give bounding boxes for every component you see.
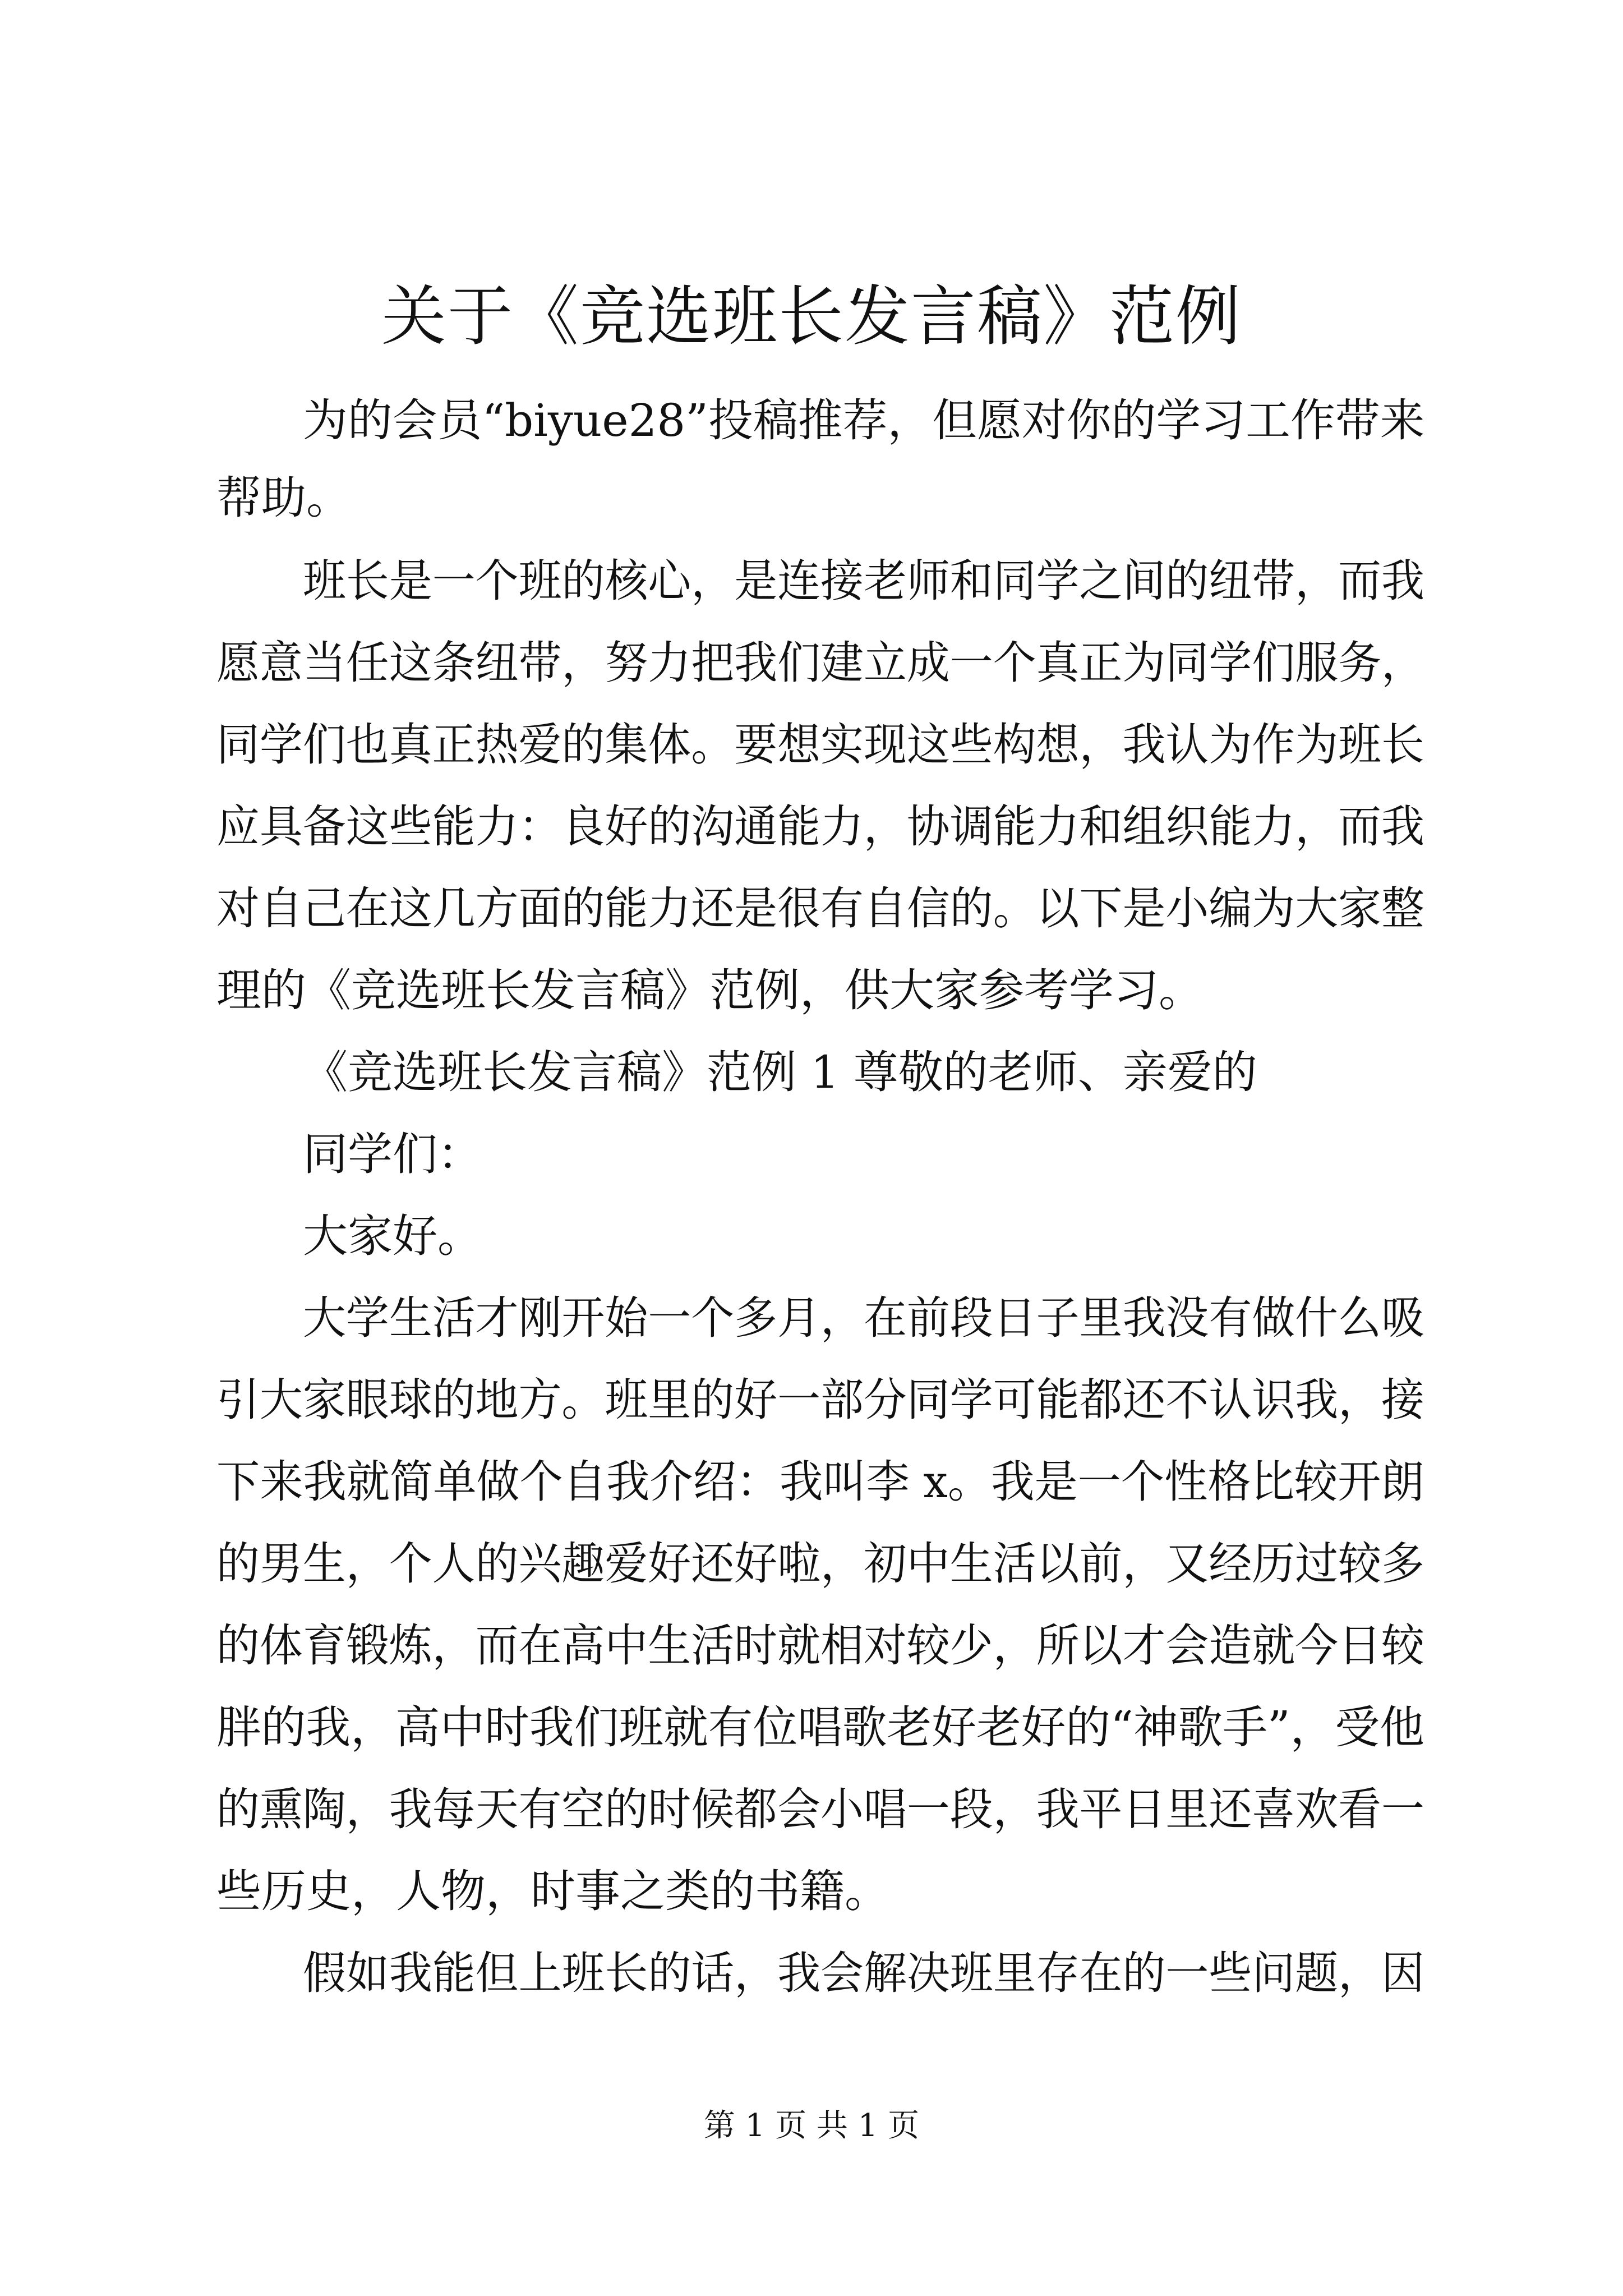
paragraph-line: 的熏陶，我每天有空的时候都会小唱一段，我平日里还喜欢看一 <box>216 1783 1424 1835</box>
paragraph-line: 引大家眼球的地方。班里的好一部分同学可能都还不认识我，接 <box>216 1374 1424 1426</box>
document-title: 关于《竞选班长发言稿》范例 <box>381 279 1242 355</box>
paragraph-line: 大学生活才刚开始一个多月，在前段日子里我没有做什么吸 <box>303 1292 1424 1344</box>
paragraph-line: 假如我能但上班长的话，我会解决班里存在的一些问题，因 <box>303 1947 1424 1999</box>
paragraph-line: 下来我就简单做个自我介绍：我叫李 x。我是一个性格比较开朗 <box>216 1456 1424 1508</box>
paragraph-line: 大家好。 <box>303 1210 482 1262</box>
paragraph-line: 对自己在这几方面的能力还是很有自信的。以下是小编为大家整 <box>216 882 1424 935</box>
paragraph-line: 为的会员“biyue28”投稿推荐，但愿对你的学习工作带来 <box>303 394 1425 447</box>
page-number-footer: 第 1 页 共 1 页 <box>703 2108 920 2144</box>
paragraph-line: 愿意当任这条纽带，努力把我们建立成一个真正为同学们服务， <box>216 637 1424 689</box>
paragraph-line: 应具备这些能力：良好的沟通能力，协调能力和组织能力，而我 <box>216 800 1424 853</box>
paragraph-line: 胖的我，高中时我们班就有位唱歌老好老好的“神歌手”，受他 <box>216 1701 1424 1754</box>
paragraph-line: 帮助。 <box>216 472 351 524</box>
paragraph-line: 班长是一个班的核心，是连接老师和同学之间的纽带，而我 <box>303 555 1424 607</box>
paragraph-line: 《竞选班长发言稿》范例 1 尊敬的老师、亲爱的 <box>303 1046 1257 1098</box>
paragraph-line: 理的《竞选班长发言稿》范例，供大家参考学习。 <box>216 964 1204 1016</box>
paragraph-line: 同学们也真正热爱的集体。要想实现这些构想，我认为作为班长 <box>216 719 1424 771</box>
paragraph-line: 同学们： <box>303 1128 482 1180</box>
paragraph-line: 的体育锻炼，而在高中生活时就相对较少，所以才会造就今日较 <box>216 1619 1424 1672</box>
paragraph-line: 的男生，个人的兴趣爱好还好啦，初中生活以前，又经历过较多 <box>216 1538 1424 1590</box>
paragraph-line: 些历史，人物，时事之类的书籍。 <box>216 1865 889 1917</box>
